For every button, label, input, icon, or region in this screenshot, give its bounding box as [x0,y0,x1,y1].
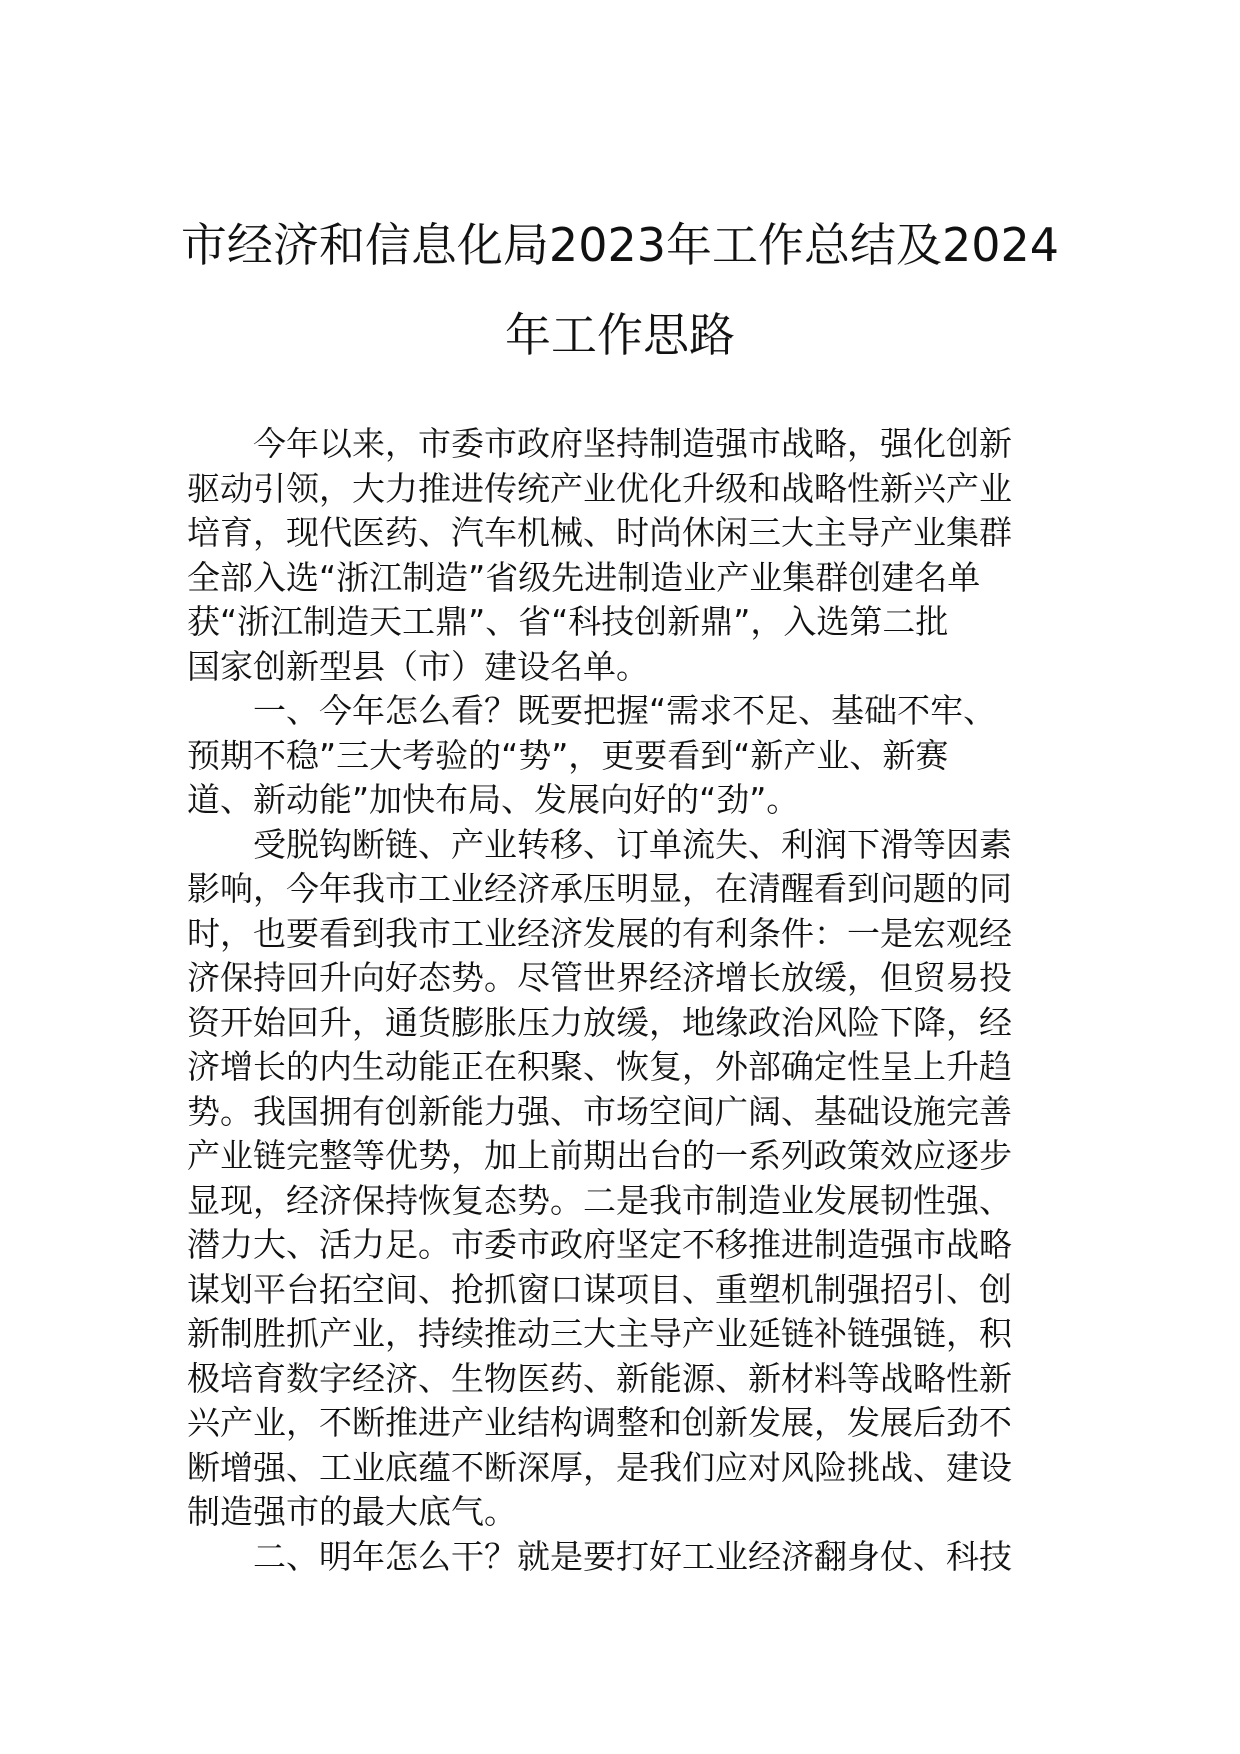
body-text-line: 今年以来，市委市政府坚持制造强市战略，强化创新 [253,424,1012,463]
body-text-line: 影响，今年我市工业经济承压明显，在清醒看到问题的同 [187,869,1012,908]
document-title-line-1: 市经济和信息化局2023年工作总结及2024 [180,218,1060,272]
body-text-line: 济保持回升向好态势。尽管世界经济增长放缓，但贸易投 [187,958,1012,997]
body-text-line: 产业链完整等优势，加上前期出台的一系列政策效应逐步 [187,1136,1012,1175]
body-text-line: 国家创新型县（市）建设名单。 [187,646,649,686]
body-text-line: 二、明年怎么干？就是要打好工业经济翻身仗、科技 [253,1536,1012,1576]
body-text-line: 培育，现代医药、汽车机械、时尚休闲三大主导产业集群 [187,513,1012,552]
body-text-line: 一、今年怎么看？既要把握“需求不足、基础不牢、 [253,691,997,730]
body-text-line: 潜力大、活力足。市委市政府坚定不移推进制造强市战略 [187,1225,1012,1264]
body-text-line: 驱动引领，大力推进传统产业优化升级和战略性新兴产业 [187,468,1012,508]
body-text-line: 兴产业，不断推进产业结构调整和创新发展，发展后劲不 [187,1403,1012,1442]
body-text-line: 济增长的内生动能正在积聚、恢复，外部确定性呈上升趋 [187,1047,1012,1086]
body-text-line: 受脱钩断链、产业转移、订单流失、利润下滑等因素 [253,824,1012,864]
body-text-line: 制造强市的最大底气。 [187,1492,517,1531]
body-text-line: 显现，经济保持恢复态势。二是我市制造业发展韧性强、 [187,1180,1012,1220]
document-body [187,422,1055,1579]
body-text-line: 势。我国拥有创新能力强、市场空间广阔、基础设施完善 [187,1091,1012,1131]
document-title-line-2: 年工作思路 [505,308,735,362]
body-text-line: 时，也要看到我市工业经济发展的有利条件：一是宏观经 [187,913,1012,953]
body-text-line: 断增强、工业底蕴不断深厚，是我们应对风险挑战、建设 [187,1447,1012,1487]
body-text-line: 获“浙江制造天工鼎”、省“科技创新鼎”，入选第二批 [187,602,949,641]
body-text-line: 道、新动能”加快布局、发展向好的“劲”。 [187,780,800,819]
body-text-line: 资开始回升，通货膨胀压力放缓，地缘政治风险下降，经 [187,1002,1012,1042]
body-text-line: 预期不稳”三大考验的“势”，更要看到“新产业、新赛 [187,735,949,775]
body-text-line: 极培育数字经济、生物医药、新能源、新材料等战略性新 [187,1358,1012,1398]
body-text-line: 新制胜抓产业，持续推动三大主导产业延链补链强链，积 [187,1314,1012,1353]
body-text-line: 全部入选“浙江制造”省级先进制造业产业集群创建名单 [187,557,981,597]
body-text-line: 谋划平台拓空间、抢抓窗口谋项目、重塑机制强招引、创 [187,1269,1012,1309]
